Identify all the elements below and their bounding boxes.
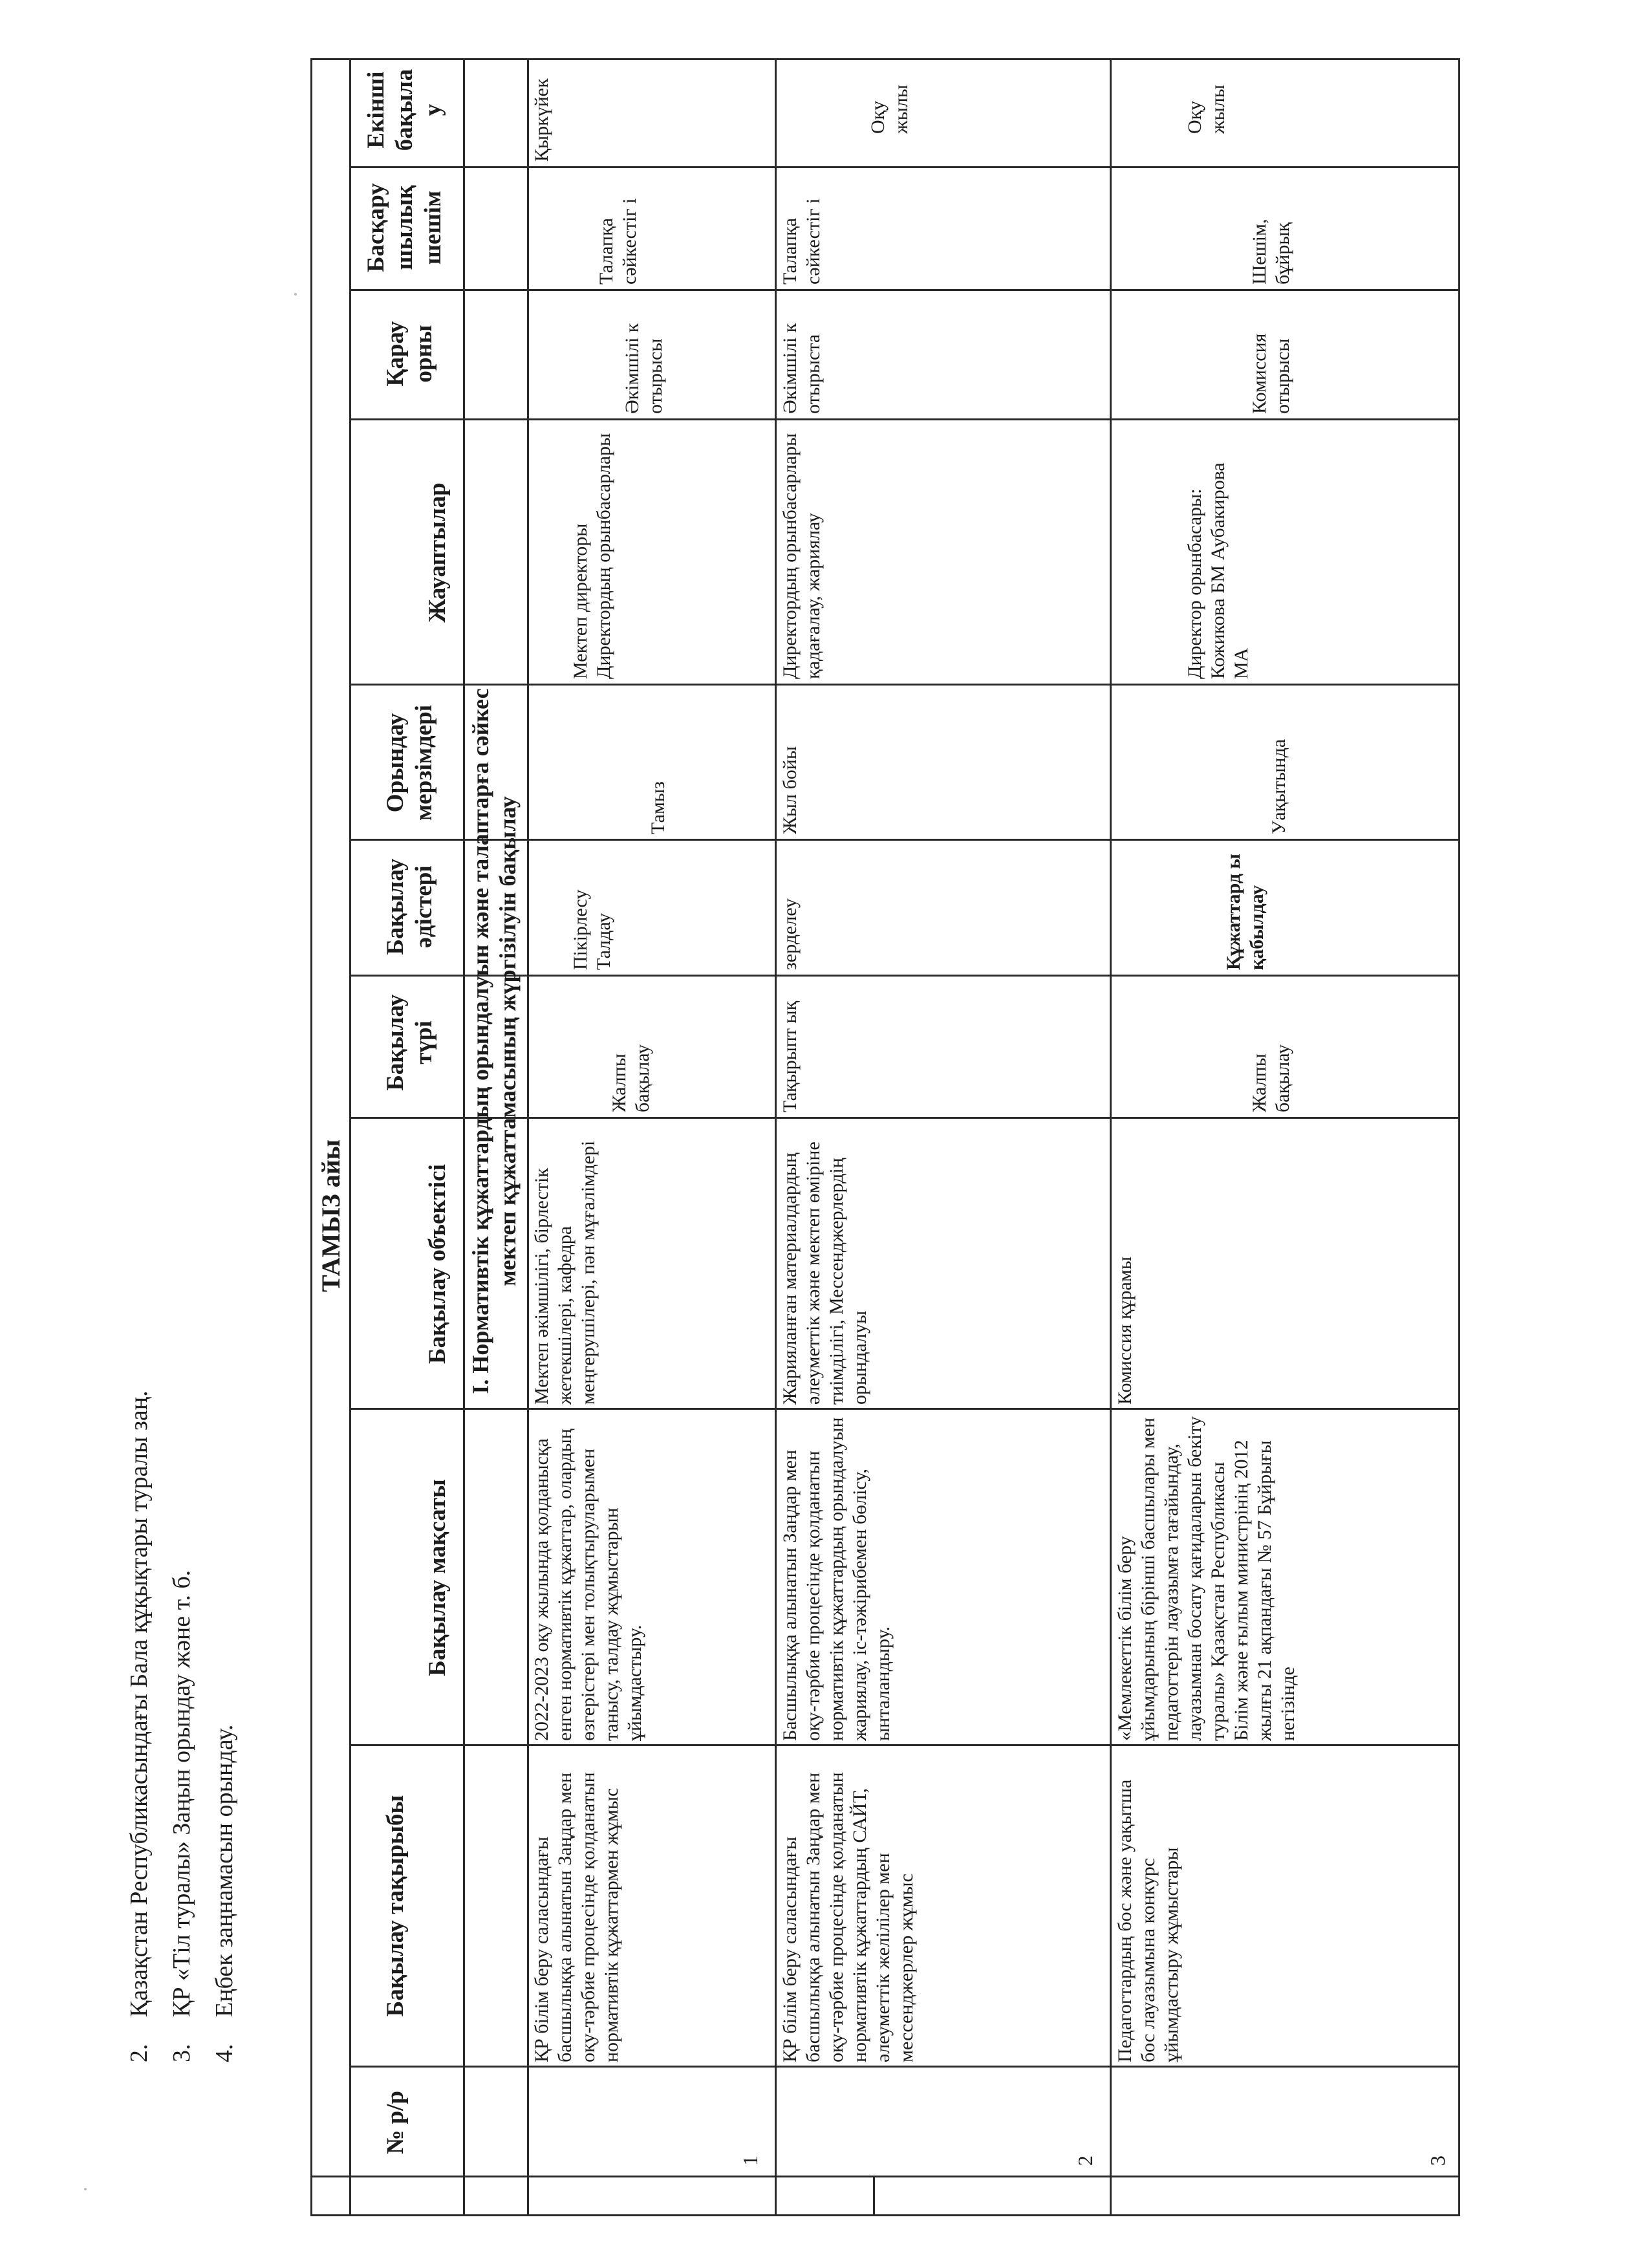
row-responsible: Директор орынбасары: Кожикова БМ Аубакирова МА [1184,462,1252,679]
intro-item-text: Қазақстан Республикасындағы Бала құқықтары туралы заң. [125,1390,153,2017]
header-place: Қарау орны [382,321,437,387]
intro-item-number: 3. [168,2044,195,2062]
row-topic: ҚР білім беру саласындағы басшылыққа алынатын Заңдар мен оқу-тәрбие процесінде қолданатын нормативтік құжаттармен жұмыс [531,1772,622,2062]
row-second: Оқу жылы [1184,84,1229,134]
intro-item [203,1390,246,2062]
header-num: № р/р [382,2091,409,2154]
row-number: 3 [1426,2155,1449,2166]
row-deadline: Уақытында [1268,739,1289,834]
table-rule [349,58,351,2216]
row-type: Жалпы бақылау [1249,1044,1293,1112]
table-rule [310,58,1460,60]
row-object: Мектеп әкімшілігі, бірлестік жетекшілері, кафедра меңгерушілері, пән мұғалімдері [531,1140,599,1405]
row-decision: Талапқа сәйкестіг і [596,198,640,285]
row-place: Әкімшілі к отырысы [621,323,666,414]
intro-item-text: ҚР «Тіл туралы» Заңын орындау және т. б. [168,1570,195,2017]
table-rule [1110,58,1112,2216]
intro-item [160,1390,203,2062]
row-type: Жалпы бақылау [609,1044,653,1112]
intro-item [118,1390,160,2062]
row-decision: Талапқа сәйкестіг і [779,198,824,285]
header-goal: Бақылау мақсаты [424,1479,451,1676]
row-number: 2 [1073,2155,1097,2166]
intro-item-number: 2. [125,2044,153,2062]
row-method: Құжаттард ы қабылдау [1223,854,1267,970]
row-second: Оқу жылы [867,84,912,134]
scan-speck [84,2188,87,2190]
row-method: зерделеу [779,898,801,970]
row-second: Қыркүйек [531,78,552,162]
header-topic: Бақылау тақырыбы [382,1795,409,2017]
table-rule [349,2066,1460,2068]
header-method: Бақылау әдістері [382,858,437,955]
section-title: І. Нормативтік құжаттардың орындалуын және талаптарға сәйкес мектеп құжаттамасының жүргізілуін бақылау [468,688,521,1394]
row-method: Пікірлесу Талдау [570,889,614,970]
row-goal: Басшылыққа алынатын Заңдар мен оқу-тәрбие процесінде қолданатын нормативтік құжаттардың орындалуын жариялау, іс-тәжірибемен бөлісу, ынталандыру. [779,1417,894,1741]
table-rule [349,289,1460,291]
table-rule [1458,58,1460,2216]
header-decision: Басқару шылық шешім [363,183,446,272]
intro-list [118,1390,246,2062]
row-object: Жарияланған материалдардың әлеуметтік және мектеп өміріне тиімділігі, Мессенджерлердің орындалуы [779,1141,870,1405]
row-topic: Педагогтардың бос және уақытша бос лауазымына конкурс ұйымдастыру жұмыстары [1114,1779,1182,2062]
table-rule [463,58,465,2216]
row-responsible: Директордың орынбасарлары қадағалау, жариялау [779,433,824,679]
table-rule [310,2176,1460,2177]
row-type: Тақырыпт ық [779,1000,801,1112]
intro-item-text: Еңбек заңнамасын орындау. [211,1724,238,2017]
row-place: Комиссия отырысы [1249,333,1293,414]
row-deadline: Жыл бойы [779,746,801,834]
header-second: Екінші бақыла у [363,69,446,151]
table-rule [349,166,1460,168]
scan-speck [294,293,297,296]
header-deadline: Орындау мерзімдері [382,705,437,821]
row-goal: 2022-2023 оқу жылында қолданысқа енген нормативтік құжаттар, олардың өзгерістері мен толықтыруларымен танысу, талдау жұмыстарын ұйымдастыру. [531,1429,645,1741]
table-rule [310,2214,1460,2216]
row-deadline: Тамыз [647,781,669,834]
header-responsible: Жауаптылар [424,482,451,623]
table-rule [310,58,312,2216]
table-rule [873,2177,875,2216]
row-goal: «Мемлекеттік білім беру ұйымдарының бірінші басшылары мен педагогтерін лауазымға тағайындау, лауазымнан босату қағидаларын бекіту туралы» Қазақстан Республикасы Білім және ғылым министрінің 2012 жылғы 21 ақпандағы № 57 Бұйрығы негізінде [1114,1416,1299,1741]
row-object: Комиссия құрамы [1114,1257,1136,1405]
row-number: 1 [738,2155,762,2166]
row-responsible: Мектеп директоры Директордың орынбасарлары [570,433,614,679]
table-rule [349,1744,1460,1746]
table-rule [527,58,529,2216]
row-topic: ҚР білім беру саласындағы басшылыққа алынатын Заңдар мен оқу-тәрбие процесінде қолданатын нормативтік құжаттардың САЙТ, әлеуметтік желілілер мен мессенджерлер жұмыс [779,1772,917,2062]
table-rule [349,418,1460,420]
month-title: ТАМЫЗ айы [316,1139,345,1292]
header-type: Бақылау түрі [382,994,437,1091]
intro-item-number: 4. [211,2044,238,2062]
row-place: Әкімшілі к отырыста [779,323,824,414]
row-decision: Шешім, бұйрық [1249,219,1293,285]
table-rule [775,58,777,2216]
header-object: Бақылау объектісі [424,1164,451,1364]
